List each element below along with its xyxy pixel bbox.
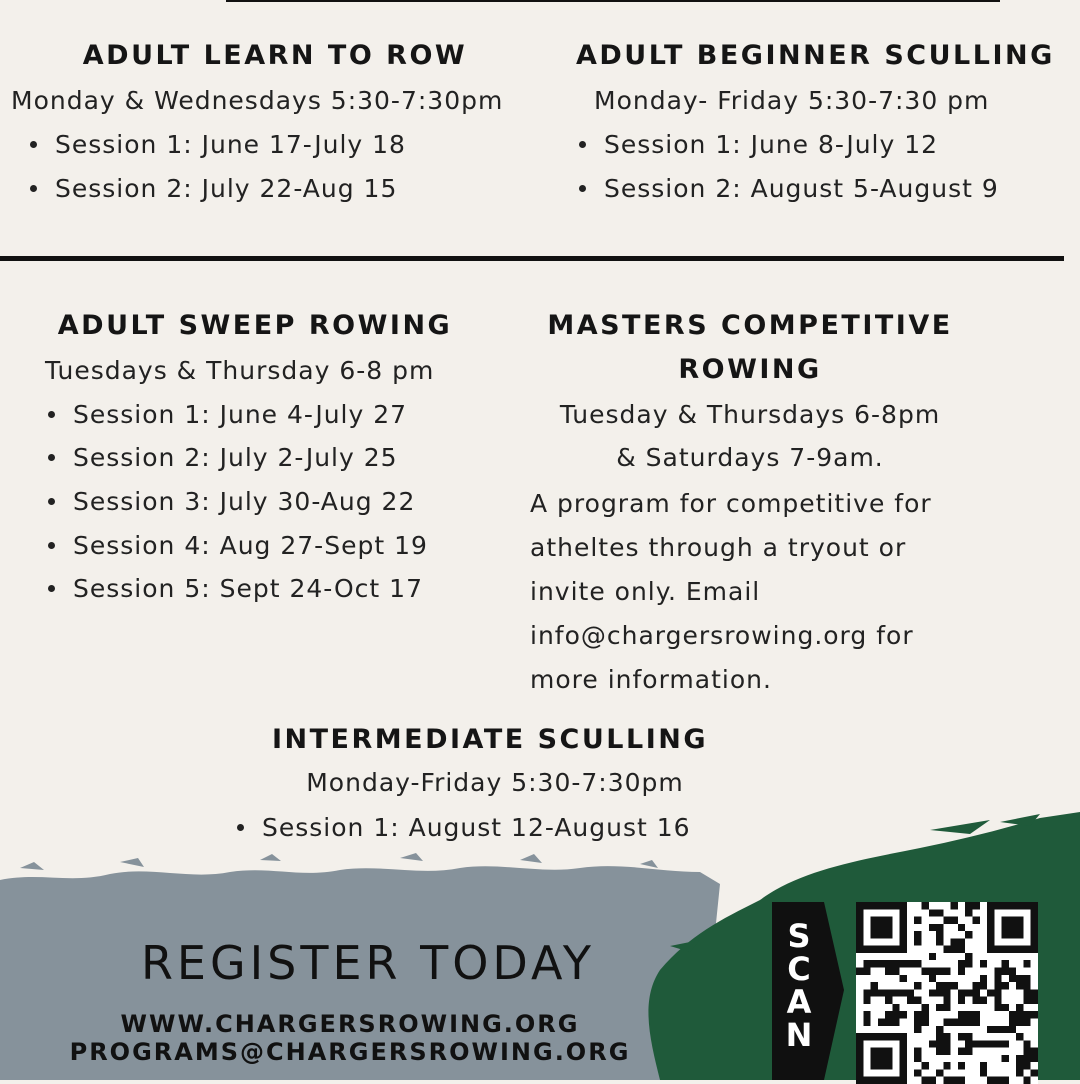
sweep-rowing-schedule: Tuesdays & Thursday 6-8 pm [45, 356, 435, 385]
masters-heading-line-1: MASTERS COMPETITIVE [547, 310, 953, 341]
sweep-rowing-session-2: Session 2: July 2-July 25 [48, 443, 398, 472]
beginner-sculling-session-1: Session 1: June 8-July 12 [579, 130, 938, 159]
website-link[interactable]: WWW.CHARGERSROWING.ORG [120, 1010, 580, 1038]
masters-description-line: A program for competitive for [530, 489, 932, 518]
sweep-rowing-session-3: Session 3: July 30-Aug 22 [48, 487, 415, 516]
masters-description-line: atheltes through a tryout or [530, 533, 907, 562]
intermediate-heading: INTERMEDIATE SCULLING [271, 724, 709, 755]
beginner-sculling-schedule: Monday- Friday 5:30-7:30 pm [594, 86, 990, 115]
masters-description-line: info@chargersrowing.org for [530, 621, 914, 650]
email-link[interactable]: PROGRAMS@CHARGERSROWING.ORG [69, 1038, 631, 1066]
learn-to-row-schedule: Monday & Wednesdays 5:30-7:30pm [11, 86, 504, 115]
intermediate-session-1: Session 1: August 12-August 16 [237, 813, 691, 842]
masters-description-line: invite only. Email [530, 577, 761, 606]
beginner-sculling-heading: ADULT BEGINNER SCULLING [576, 40, 1055, 71]
masters-schedule-line-1: Tuesday & Thursdays 6-8pm [559, 400, 941, 429]
intermediate-schedule: Monday-Friday 5:30-7:30pm [306, 768, 684, 797]
masters-schedule-line-2: & Saturdays 7-9am. [616, 443, 884, 472]
sweep-rowing-session-4: Session 4: Aug 27-Sept 19 [48, 531, 428, 560]
masters-heading-line-2: ROWING [678, 354, 822, 385]
learn-to-row-session-1: Session 1: June 17-July 18 [30, 130, 406, 159]
sweep-rowing-session-5: Session 5: Sept 24-Oct 17 [48, 574, 423, 603]
scan-label [772, 917, 826, 1054]
qr-code[interactable] [856, 902, 1038, 1084]
scan-letter: S [787, 917, 811, 955]
scan-letter: C [787, 950, 811, 988]
learn-to-row-heading: ADULT LEARN TO ROW [82, 40, 468, 71]
register-today-title: REGISTER TODAY [140, 936, 596, 990]
gray-brush-speckle [20, 853, 658, 870]
beginner-sculling-session-2: Session 2: August 5-August 9 [579, 174, 999, 203]
masters-description-line: more information. [530, 665, 772, 694]
scan-letter: N [785, 1016, 813, 1054]
scan-letter: A [786, 983, 812, 1021]
learn-to-row-session-2: Session 2: July 22-Aug 15 [30, 174, 397, 203]
sweep-rowing-heading: ADULT SWEEP ROWING [57, 310, 453, 341]
sweep-rowing-session-1: Session 1: June 4-July 27 [48, 400, 407, 429]
